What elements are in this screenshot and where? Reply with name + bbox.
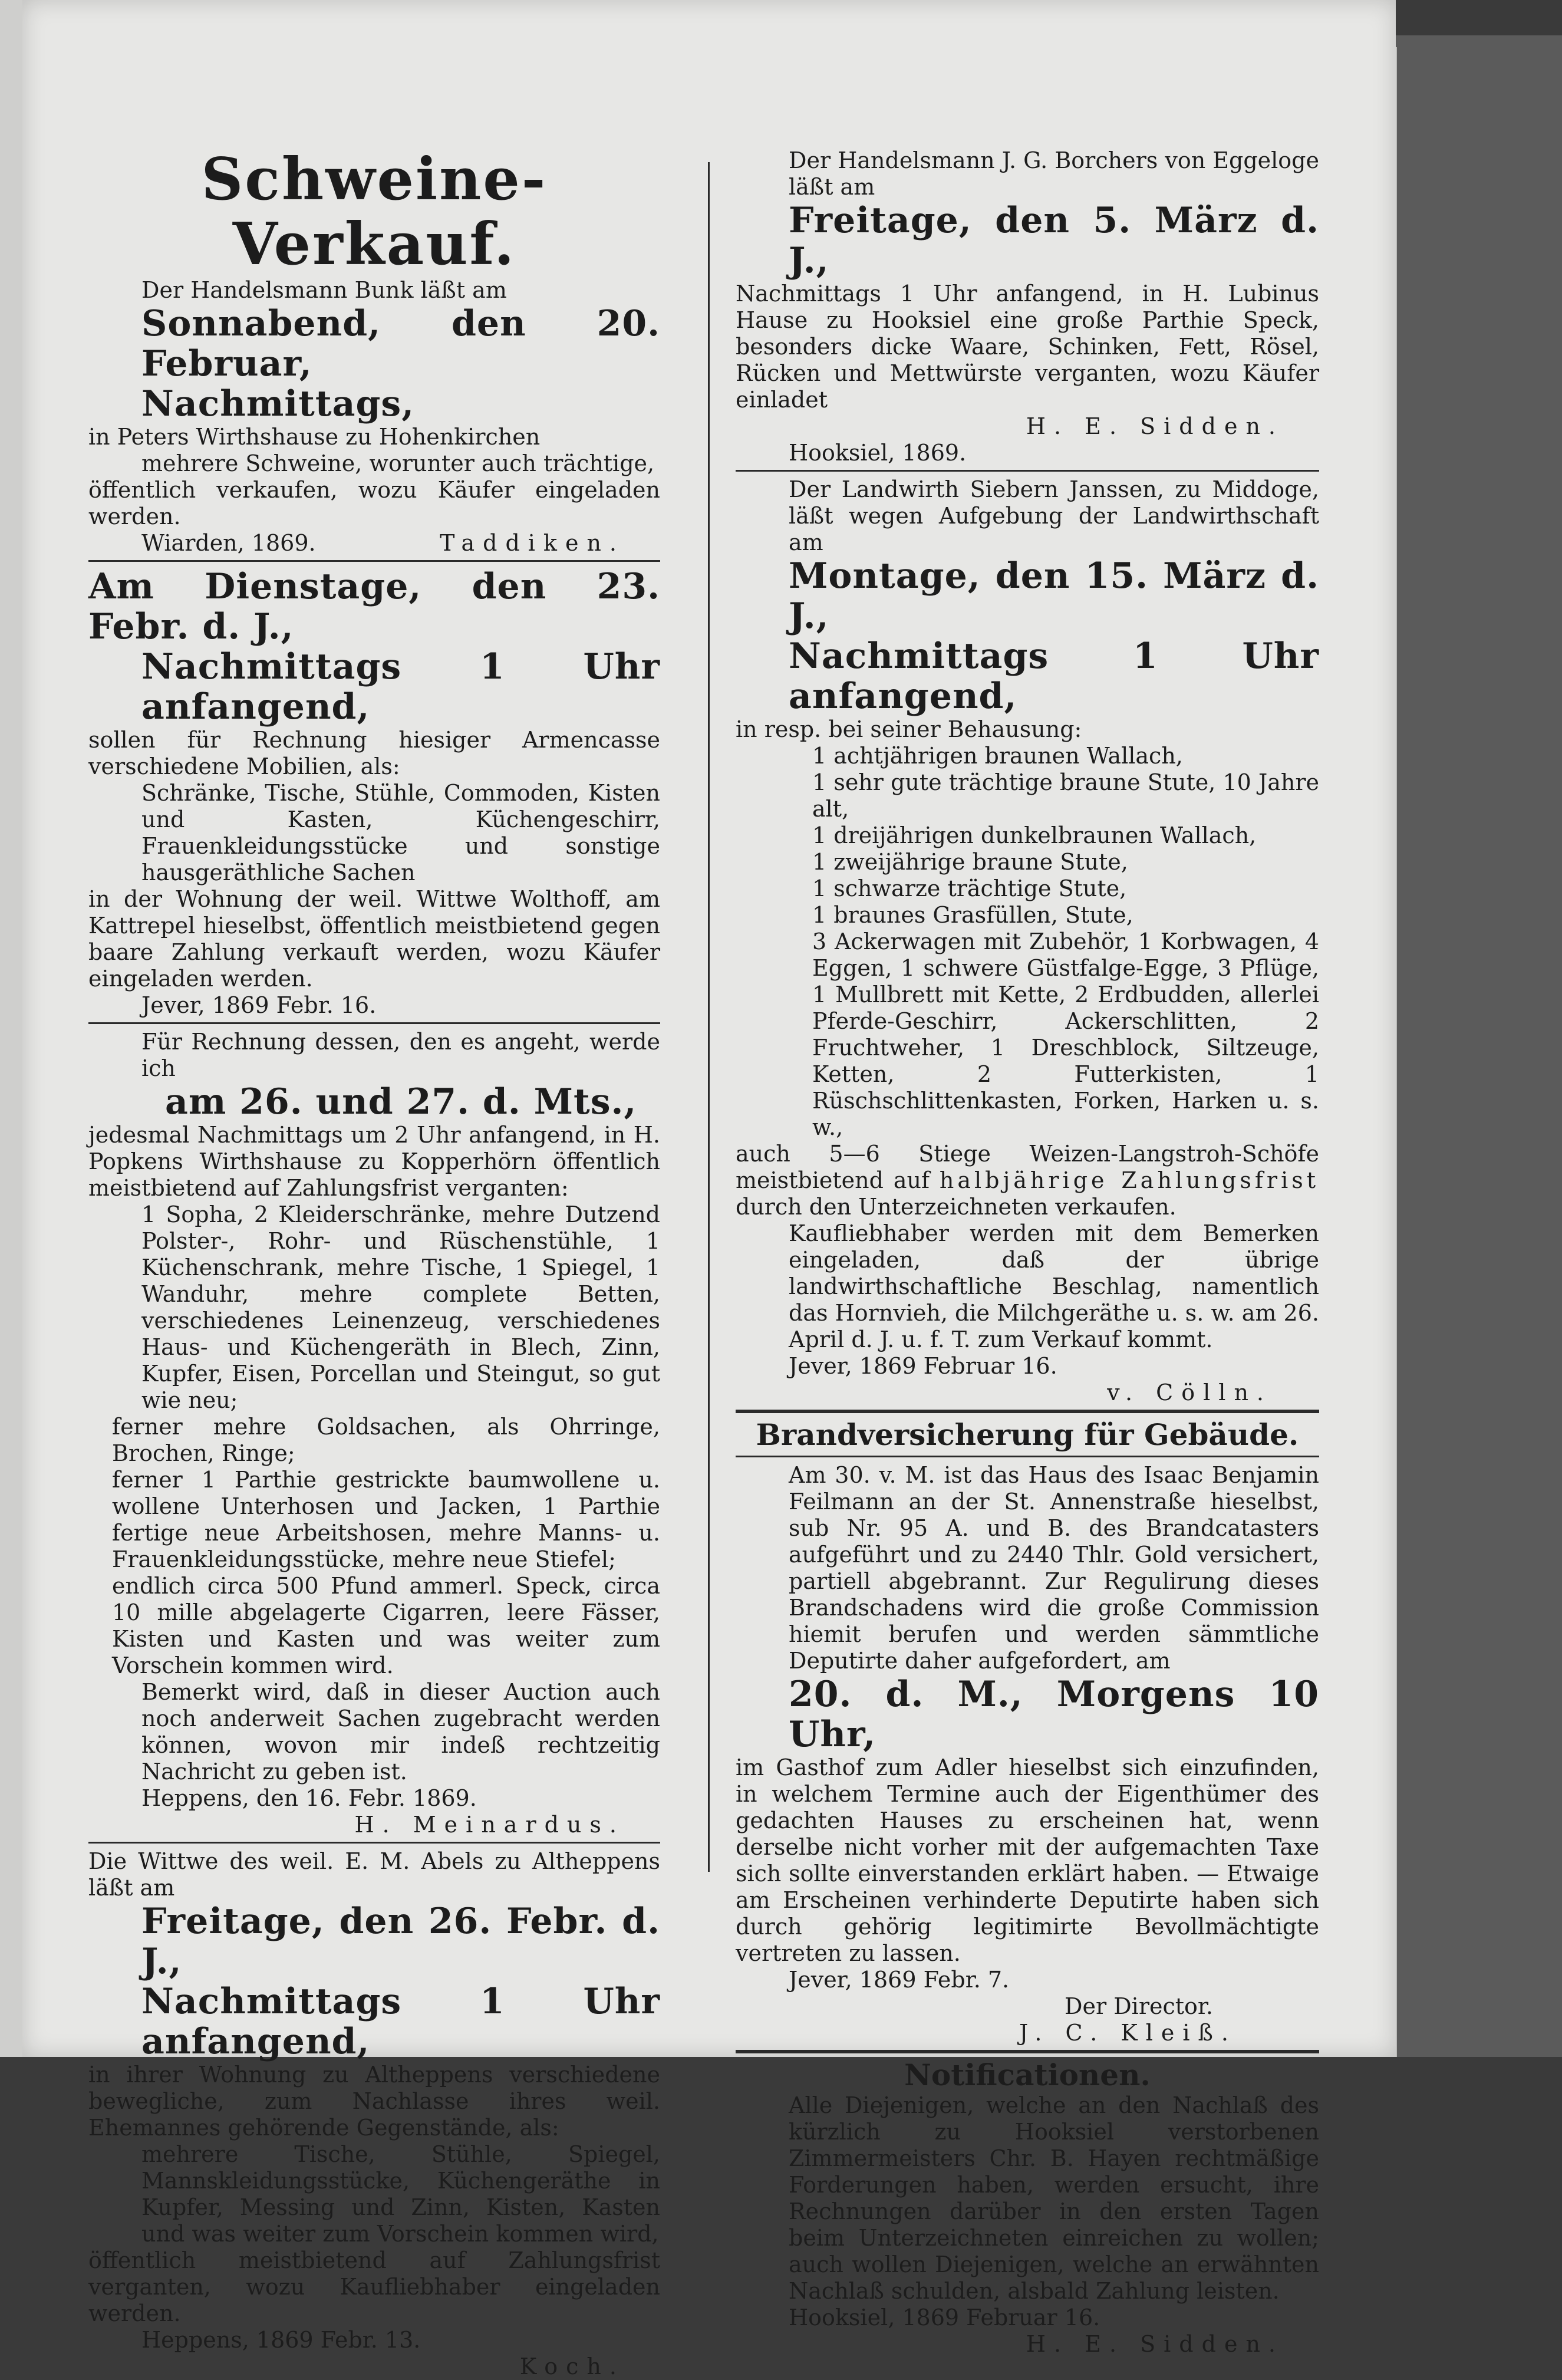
ad-heading: Sonnabend, den 20. Februar, xyxy=(141,303,660,384)
ad-borchers xyxy=(736,147,1319,466)
ad-body: Alle Diejenigen, welche an den Nachlaß des kürzlich zu Hooksiel verstorbenen Zimmermeisters Chr. B. Hayen rechtmäßige Forderungen haben, werden ersucht, ihre Rechnungen darüber in den ersten Tagen beim Unterzeichneten einreichen zu wollen; auch wollen Diejenigen, welche an erwähnten Nachlaß schulden, alsbald Zahlung leisten. xyxy=(789,2092,1319,2304)
ad-altheppens xyxy=(88,1848,660,2380)
right-column xyxy=(736,147,1319,2358)
ad-footer xyxy=(88,530,660,557)
ad-heading: Nachmittags 1 Uhr anfangend, xyxy=(141,646,660,728)
ad-items: mehrere Tische, Stühle, Spiegel, Mannskleidungsstücke, Küchengeräthe in Kupfer, Messing und Zinn, Kisten, Kasten und was weiter zum Vorschein kommen wird, xyxy=(141,2141,660,2247)
title-underline xyxy=(736,1456,1319,1457)
ad-line: Der Handelsmann Bunk läßt am xyxy=(141,277,507,303)
ad-body-emph: halbjährige Zahlungsfrist xyxy=(939,1167,1319,1193)
list-item: 1 zweijährige braune Stute, xyxy=(812,849,1128,875)
ad-body: im Gasthof zum Adler hieselbst sich einzufinden, in welchem Termine auch der Eigenthümer des gedachten Hauses zu erscheinen hat, wenn derselbe nicht vorher mit der aufgemachten Taxe sich sollte einverstanden erklärt haben. — Etwaige am Erscheinen verhinderte Deputirte haben sich durch gehörig legitimirte Bevollmächtigte vertreten zu lassen. xyxy=(736,1754,1319,1966)
ad-signer: H. E. Sidden. xyxy=(1026,413,1284,439)
ad-separator xyxy=(736,470,1319,472)
ad-items: ferner mehre Goldsachen, als Ohrringe, Brochen, Ringe; xyxy=(112,1414,660,1466)
list-item: 1 sehr gute trächtige braune Stute, 10 Jahre alt, xyxy=(812,769,1319,822)
ad-items: 3 Ackerwagen mit Zubehör, 1 Korbwagen, 4 Eggen, 1 schwere Güstfalge-Egge, 3 Pflüge, 1 Mullbrett mit Kette, 2 Erdbudden, allerlei Pferde-Geschirr, Ackerschlitten, 2 Fruchtweher, 1 Dreschblock, Siltzeuge, Ketten, 2 Futterkisten, 1 Rüschschlittenkasten, Forken, Harken u. s. w., xyxy=(812,929,1319,1140)
column-divider xyxy=(708,162,710,1872)
ad-separator xyxy=(88,1842,660,1844)
ad-heading: Montage, den 15. März d. J., xyxy=(789,555,1319,637)
ad-separator xyxy=(88,560,660,562)
ad-date: Hooksiel, 1869 Februar 16. xyxy=(789,2305,1100,2330)
list-item: 1 schwarze trächtige Stute, xyxy=(812,875,1127,901)
ad-body: in ihrer Wohnung zu Altheppens verschiedene bewegliche, zum Nachlasse ihres weil. Ehemannes gehörende Gegenstände, als: xyxy=(88,2062,660,2141)
ad-title: Brandversicherung für Gebäude. xyxy=(756,1417,1299,1452)
ad-place: Wiarden, 1869. xyxy=(141,530,316,556)
ad-intro: Der Landwirth Siebern Janssen, zu Middoge, läßt wegen Aufgebung der Landwirthschaft am xyxy=(789,476,1319,555)
ad-brandversicherung xyxy=(736,1418,1319,2046)
ad-line: in Peters Wirthshause zu Hohenkirchen xyxy=(88,424,541,450)
ad-items: endlich circa 500 Pfund ammerl. Speck, circa 10 mille abgelagerte Cigarren, leere Fässer, Kisten und Kasten und was weiter zum Vorschein kommen wird. xyxy=(112,1573,660,1678)
ad-items: 1 Sopha, 2 Kleiderschränke, mehre Dutzend Polster-, Rohr- und Rüschenstühle, 1 Küchenschrank, mehre Tische, 1 Spiegel, 1 Wanduhr, mehre complete Betten, verschiedenes Leinenzeug, verschiedenes Haus- und Küchengeräth in Blech, Zinn, Kupfer, Eisen, Porcellan und Steingut, so gut wie neu; xyxy=(141,1201,660,1413)
ad-heading: Nachmittags 1 Uhr anfangend, xyxy=(141,1981,660,2062)
left-page-edge xyxy=(0,0,22,2057)
ad-heading: Freitage, den 5. März d. J., xyxy=(789,200,1319,281)
list-item: 1 braunes Grasfüllen, Stute, xyxy=(812,902,1133,928)
ad-heading: Freitage, den 26. Febr. d. J., xyxy=(141,1901,660,1982)
ad-separator xyxy=(88,1022,660,1024)
ad-body-part: durch den Unterzeichneten verkaufen. xyxy=(736,1194,1177,1220)
ad-date: Jever, 1869 Febr. 16. xyxy=(141,992,377,1018)
ad-body: in resp. bei seiner Behausung: xyxy=(736,716,1082,742)
ad-note: Bemerkt wird, daß in dieser Auction auch noch anderweit Sachen zugebracht werden können, wovon mir indeß rechtzeitig Nachricht zu geben ist. xyxy=(141,1679,660,1785)
ad-intro: Der Handelsmann J. G. Borchers von Eggeloge läßt am xyxy=(789,147,1319,200)
ad-kopperhoern xyxy=(88,1029,660,1838)
ad-signer: Koch. xyxy=(519,2353,625,2379)
ad-separator xyxy=(736,2050,1319,2053)
ad-items: ferner 1 Parthie gestrickte baumwollene u. wollene Unterhosen und Jacken, 1 Parthie fertige neue Arbeitshosen, mehre Manns- u. Frauenkleidungsstücke, mehre neue Stiefel; xyxy=(112,1467,660,1572)
ad-separator xyxy=(736,1410,1319,1413)
ad-signer: H. E. Sidden. xyxy=(1026,2331,1284,2357)
ad-heading: Nachmittags, xyxy=(141,383,415,424)
ad-date: Jever, 1869 Februar 16. xyxy=(789,1353,1057,1379)
ad-body: jedesmal Nachmittags um 2 Uhr anfangend, in H. Popkens Wirthshause zu Kopperhörn öffentlich meistbietend auf Zahlungsfrist verganten: xyxy=(88,1122,660,1201)
ad-date: Hooksiel, 1869. xyxy=(789,440,967,466)
ad-dienstag xyxy=(88,567,660,1019)
newspaper-page xyxy=(22,0,1396,2379)
ad-signer: Taddiken. xyxy=(440,530,625,556)
ad-signer: J. C. Kleiß. xyxy=(1019,2020,1237,2046)
ad-date: Jever, 1869 Febr. 7. xyxy=(789,1967,1010,1993)
ad-line: mehrere Schweine, worunter auch trächtige, xyxy=(141,450,655,476)
ad-title: Notificationen. xyxy=(904,2058,1151,2092)
ad-body-part: auch 5—6 Stiege Weizen-Langstroh-Schöfe meistbietend auf xyxy=(736,1141,1319,1193)
ad-heading: 20. d. M., Morgens 10 Uhr, xyxy=(789,1674,1319,1755)
ad-date: Heppens, den 16. Febr. 1869. xyxy=(141,1785,477,1811)
left-column xyxy=(88,147,660,2380)
ad-date: Heppens, 1869 Febr. 13. xyxy=(141,2327,421,2353)
ad-intro: Für Rechnung dessen, den es angeht, werde ich xyxy=(141,1029,660,1081)
ad-heading: Am Dienstage, den 23. Febr. d. J., xyxy=(88,566,660,647)
book-edge xyxy=(1396,35,1562,2057)
ad-body: Am 30. v. M. ist das Haus des Isaac Benjamin Feilmann an der St. Annenstraße hieselbst, sub Nr. 95 A. und B. des Brandcatasters aufgeführt und zu 2440 Thlr. Gold versichert, partiell abgebrannt. Zur Regulirung dieses Brandschadens wird die große Commission hiemit berufen und werden sämmtliche Deputirte daher aufgefordert, am xyxy=(789,1462,1319,1674)
ad-body: öffentlich meistbietend auf Zahlungsfrist verganten, wozu Kaufliebhaber eingeladen werden. xyxy=(88,2247,660,2326)
ad-line: öffentlich verkaufen, wozu Käufer eingeladen werden. xyxy=(88,477,660,529)
ad-signer: v. Cölln. xyxy=(1107,1380,1272,1405)
list-item: 1 achtjährigen braunen Wallach, xyxy=(812,743,1183,769)
ad-items: Schränke, Tische, Stühle, Commoden, Kisten und Kasten, Küchengeschirr, Frauenkleidungsstücke und sonstige hausgeräthliche Sachen xyxy=(141,780,660,885)
ad-heading: Nachmittags 1 Uhr anfangend, xyxy=(789,636,1319,717)
list-item: 1 dreijährigen dunkelbraunen Wallach, xyxy=(812,822,1257,848)
ad-janssen xyxy=(736,476,1319,1406)
ad-intro: Die Wittwe des weil. E. M. Abels zu Altheppens läßt am xyxy=(88,1848,660,1901)
ad-body: in der Wohnung der weil. Wittwe Wolthoff, am Kattrepel hieselbst, öffentlich meistbietend gegen baare Zahlung verkauft werden, wozu Käufer eingeladen werden. xyxy=(88,886,660,992)
ad-heading: am 26. und 27. d. Mts., xyxy=(165,1081,637,1122)
ad-title: Schweine-Verkauf. xyxy=(201,146,548,278)
ad-notificationen xyxy=(736,2058,1319,2358)
ad-note: Kaufliebhaber werden mit dem Bemerken eingeladen, daß der übrige landwirthschaftliche Beschlag, namentlich das Hornvieh, die Milchgeräthe u. s. w. am 26. April d. J. u. f. T. zum Verkauf kommt. xyxy=(789,1220,1319,1352)
ad-body: sollen für Rechnung hiesiger Armencasse verschiedene Mobilien, als: xyxy=(88,727,660,779)
ad-signer: H. Meinardus. xyxy=(354,1812,625,1838)
ad-body: Nachmittags 1 Uhr anfangend, in H. Lubinus Hause zu Hooksiel eine große Parthie Speck, besonders dicke Waare, Schinken, Fett, Rösel, Rücken und Mettwürste verganten, wozu Käufer einladet xyxy=(736,281,1319,413)
ad-body xyxy=(736,1141,1319,1220)
ad-schweine-verkauf xyxy=(88,147,660,557)
ad-role: Der Director. xyxy=(1065,1993,1213,2019)
